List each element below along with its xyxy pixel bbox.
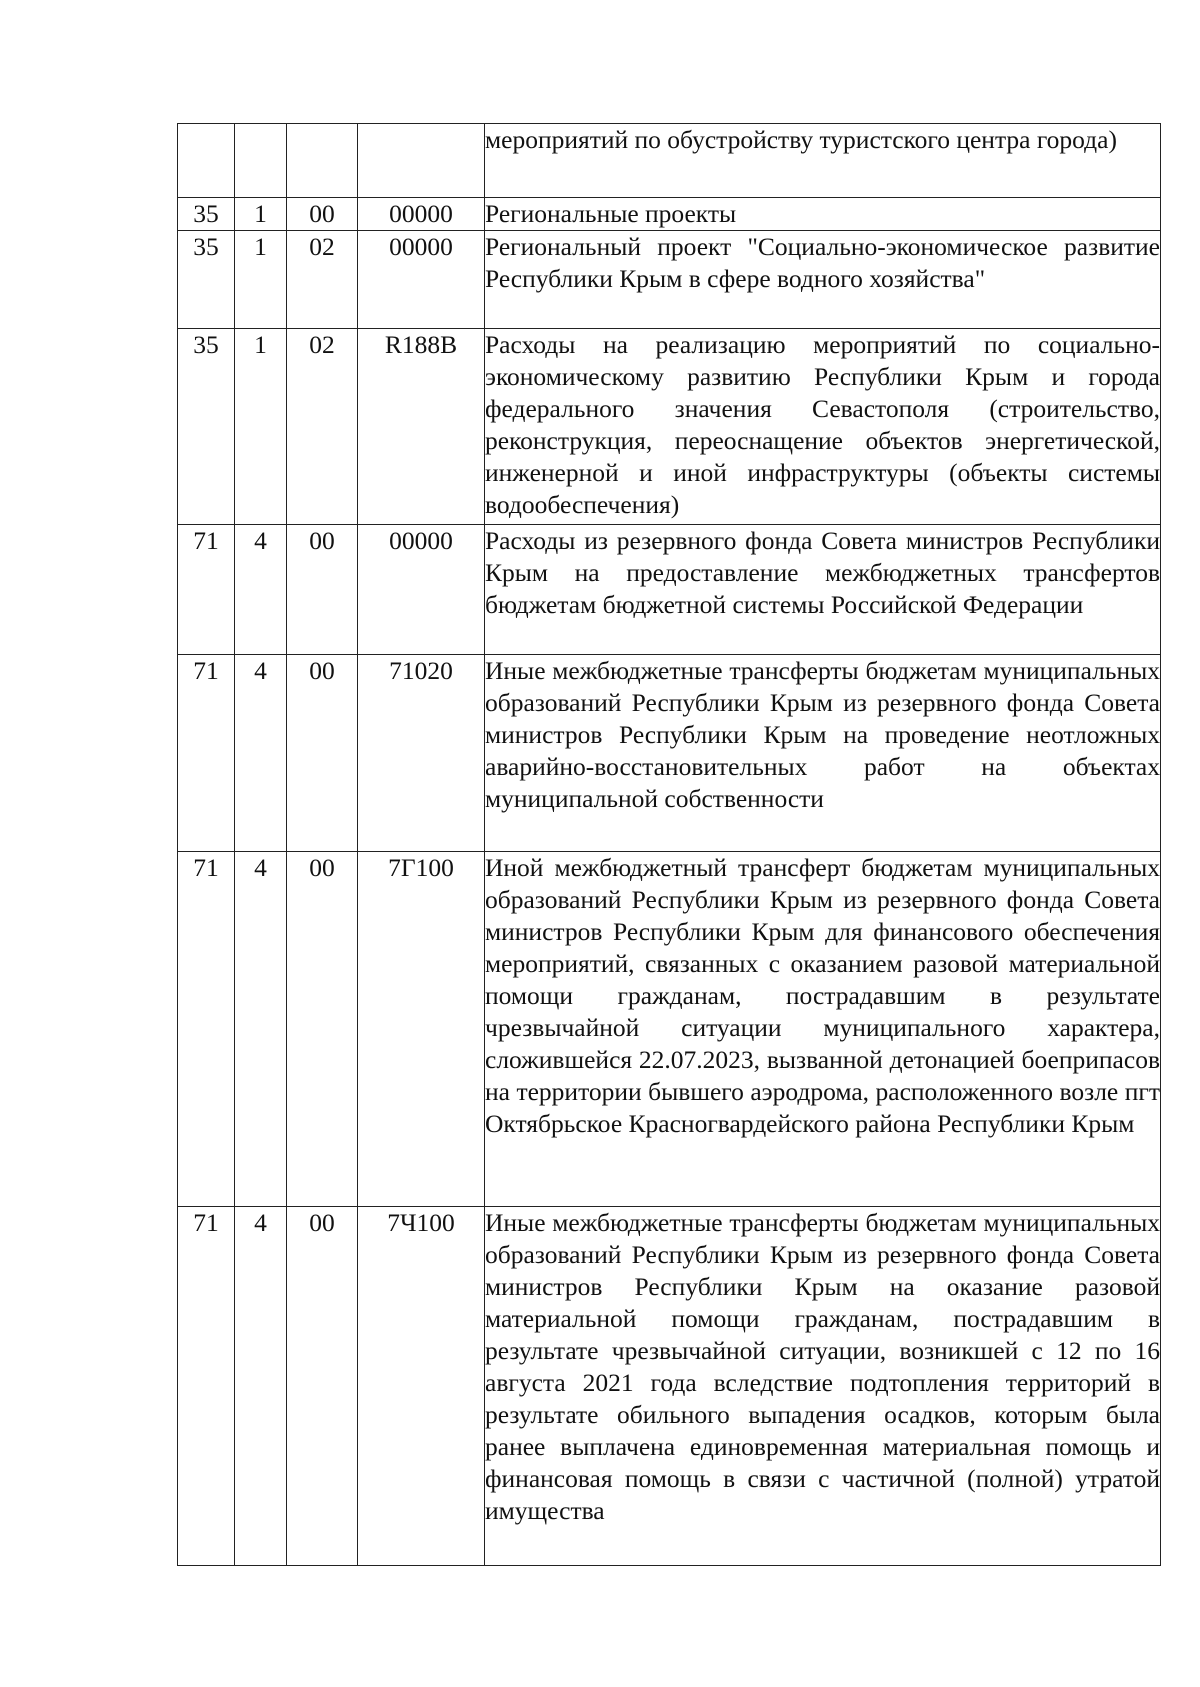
program-code-cell: 35 — [178, 198, 235, 231]
table-row — [178, 231, 1161, 329]
subprogram-code-cell — [235, 124, 287, 198]
subprogram-code-cell: 4 — [235, 1207, 287, 1566]
activity-code-cell: 00 — [287, 198, 358, 231]
direction-code-cell: 00000 — [358, 525, 485, 655]
description-cell: Региональные проекты — [485, 198, 1161, 231]
direction-code-cell: R188B — [358, 329, 485, 525]
subprogram-code-cell: 4 — [235, 655, 287, 852]
subprogram-code-cell: 4 — [235, 525, 287, 655]
subprogram-code-cell: 4 — [235, 852, 287, 1207]
activity-code-cell: 00 — [287, 1207, 358, 1566]
table-row — [178, 1207, 1161, 1566]
table-row — [178, 329, 1161, 525]
program-code-cell: 71 — [178, 655, 235, 852]
description-cell: Иной межбюджетный трансферт бюджетам муниципальных образований Республики Крым из резервного фонда Совета министров Республики Крым для финансового обеспечения мероприятий, связанных с оказанием разовой материальной помощи гражданам, пострадавшим в результате чрезвычайной ситуации муниципального характера, сложившейся 22.07.2023, вызванной детонацией боеприпасов на территории бывшего аэродрома, расположенного возле пгт Октябрьское Красногвардейского района Республики Крым — [485, 852, 1161, 1207]
subprogram-code-cell: 1 — [235, 231, 287, 329]
program-code-cell: 35 — [178, 329, 235, 525]
activity-code-cell: 02 — [287, 231, 358, 329]
description-cell: Расходы из резервного фонда Совета министров Республики Крым на предоставление межбюджетных трансфертов бюджетам бюджетной системы Российской Федерации — [485, 525, 1161, 655]
program-code-cell: 71 — [178, 852, 235, 1207]
subprogram-code-cell: 1 — [235, 329, 287, 525]
description-cell: Региональный проект "Социально-экономическое развитие Республики Крым в сфере водного хозяйства" — [485, 231, 1161, 329]
program-code-cell: 35 — [178, 231, 235, 329]
program-code-cell: 71 — [178, 1207, 235, 1566]
table-row — [178, 525, 1161, 655]
direction-code-cell — [358, 124, 485, 198]
activity-code-cell: 00 — [287, 525, 358, 655]
description-cell: Иные межбюджетные трансферты бюджетам муниципальных образований Республики Крым из резервного фонда Совета министров Республики Крым на проведение неотложных аварийно-восстановительных работ на объектах муниципальной собственности — [485, 655, 1161, 852]
table-row — [178, 852, 1161, 1207]
description-cell: мероприятий по обустройству туристского центра города) — [485, 124, 1161, 198]
direction-code-cell: 71020 — [358, 655, 485, 852]
description-cell: Иные межбюджетные трансферты бюджетам муниципальных образований Республики Крым из резервного фонда Совета министров Республики Крым на оказание разовой материальной помощи гражданам, пострадавшим в результате чрезвычайной ситуации, возникшей с 12 по 16 августа 2021 года вследствие подтопления территорий в результате обильного выпадения осадков, которым была ранее выплачена единовременная материальная помощь и финансовая помощь в связи с частичной (полной) утратой имущества — [485, 1207, 1161, 1566]
description-cell: Расходы на реализацию мероприятий по социально-экономическому развитию Республики Крым и города федерального значения Севастополя (строительство, реконструкция, переоснащение объектов энергетической, инженерной и иной инфраструктуры (объекты системы водообеспечения) — [485, 329, 1161, 525]
table-row — [178, 655, 1161, 852]
program-code-cell — [178, 124, 235, 198]
table-row — [178, 198, 1161, 231]
budget-classification-table — [177, 123, 1161, 1566]
activity-code-cell — [287, 124, 358, 198]
activity-code-cell: 02 — [287, 329, 358, 525]
direction-code-cell: 00000 — [358, 198, 485, 231]
subprogram-code-cell: 1 — [235, 198, 287, 231]
activity-code-cell: 00 — [287, 655, 358, 852]
program-code-cell: 71 — [178, 525, 235, 655]
table-row — [178, 124, 1161, 198]
direction-code-cell: 7Г100 — [358, 852, 485, 1207]
activity-code-cell: 00 — [287, 852, 358, 1207]
direction-code-cell: 7Ч100 — [358, 1207, 485, 1566]
direction-code-cell: 00000 — [358, 231, 485, 329]
